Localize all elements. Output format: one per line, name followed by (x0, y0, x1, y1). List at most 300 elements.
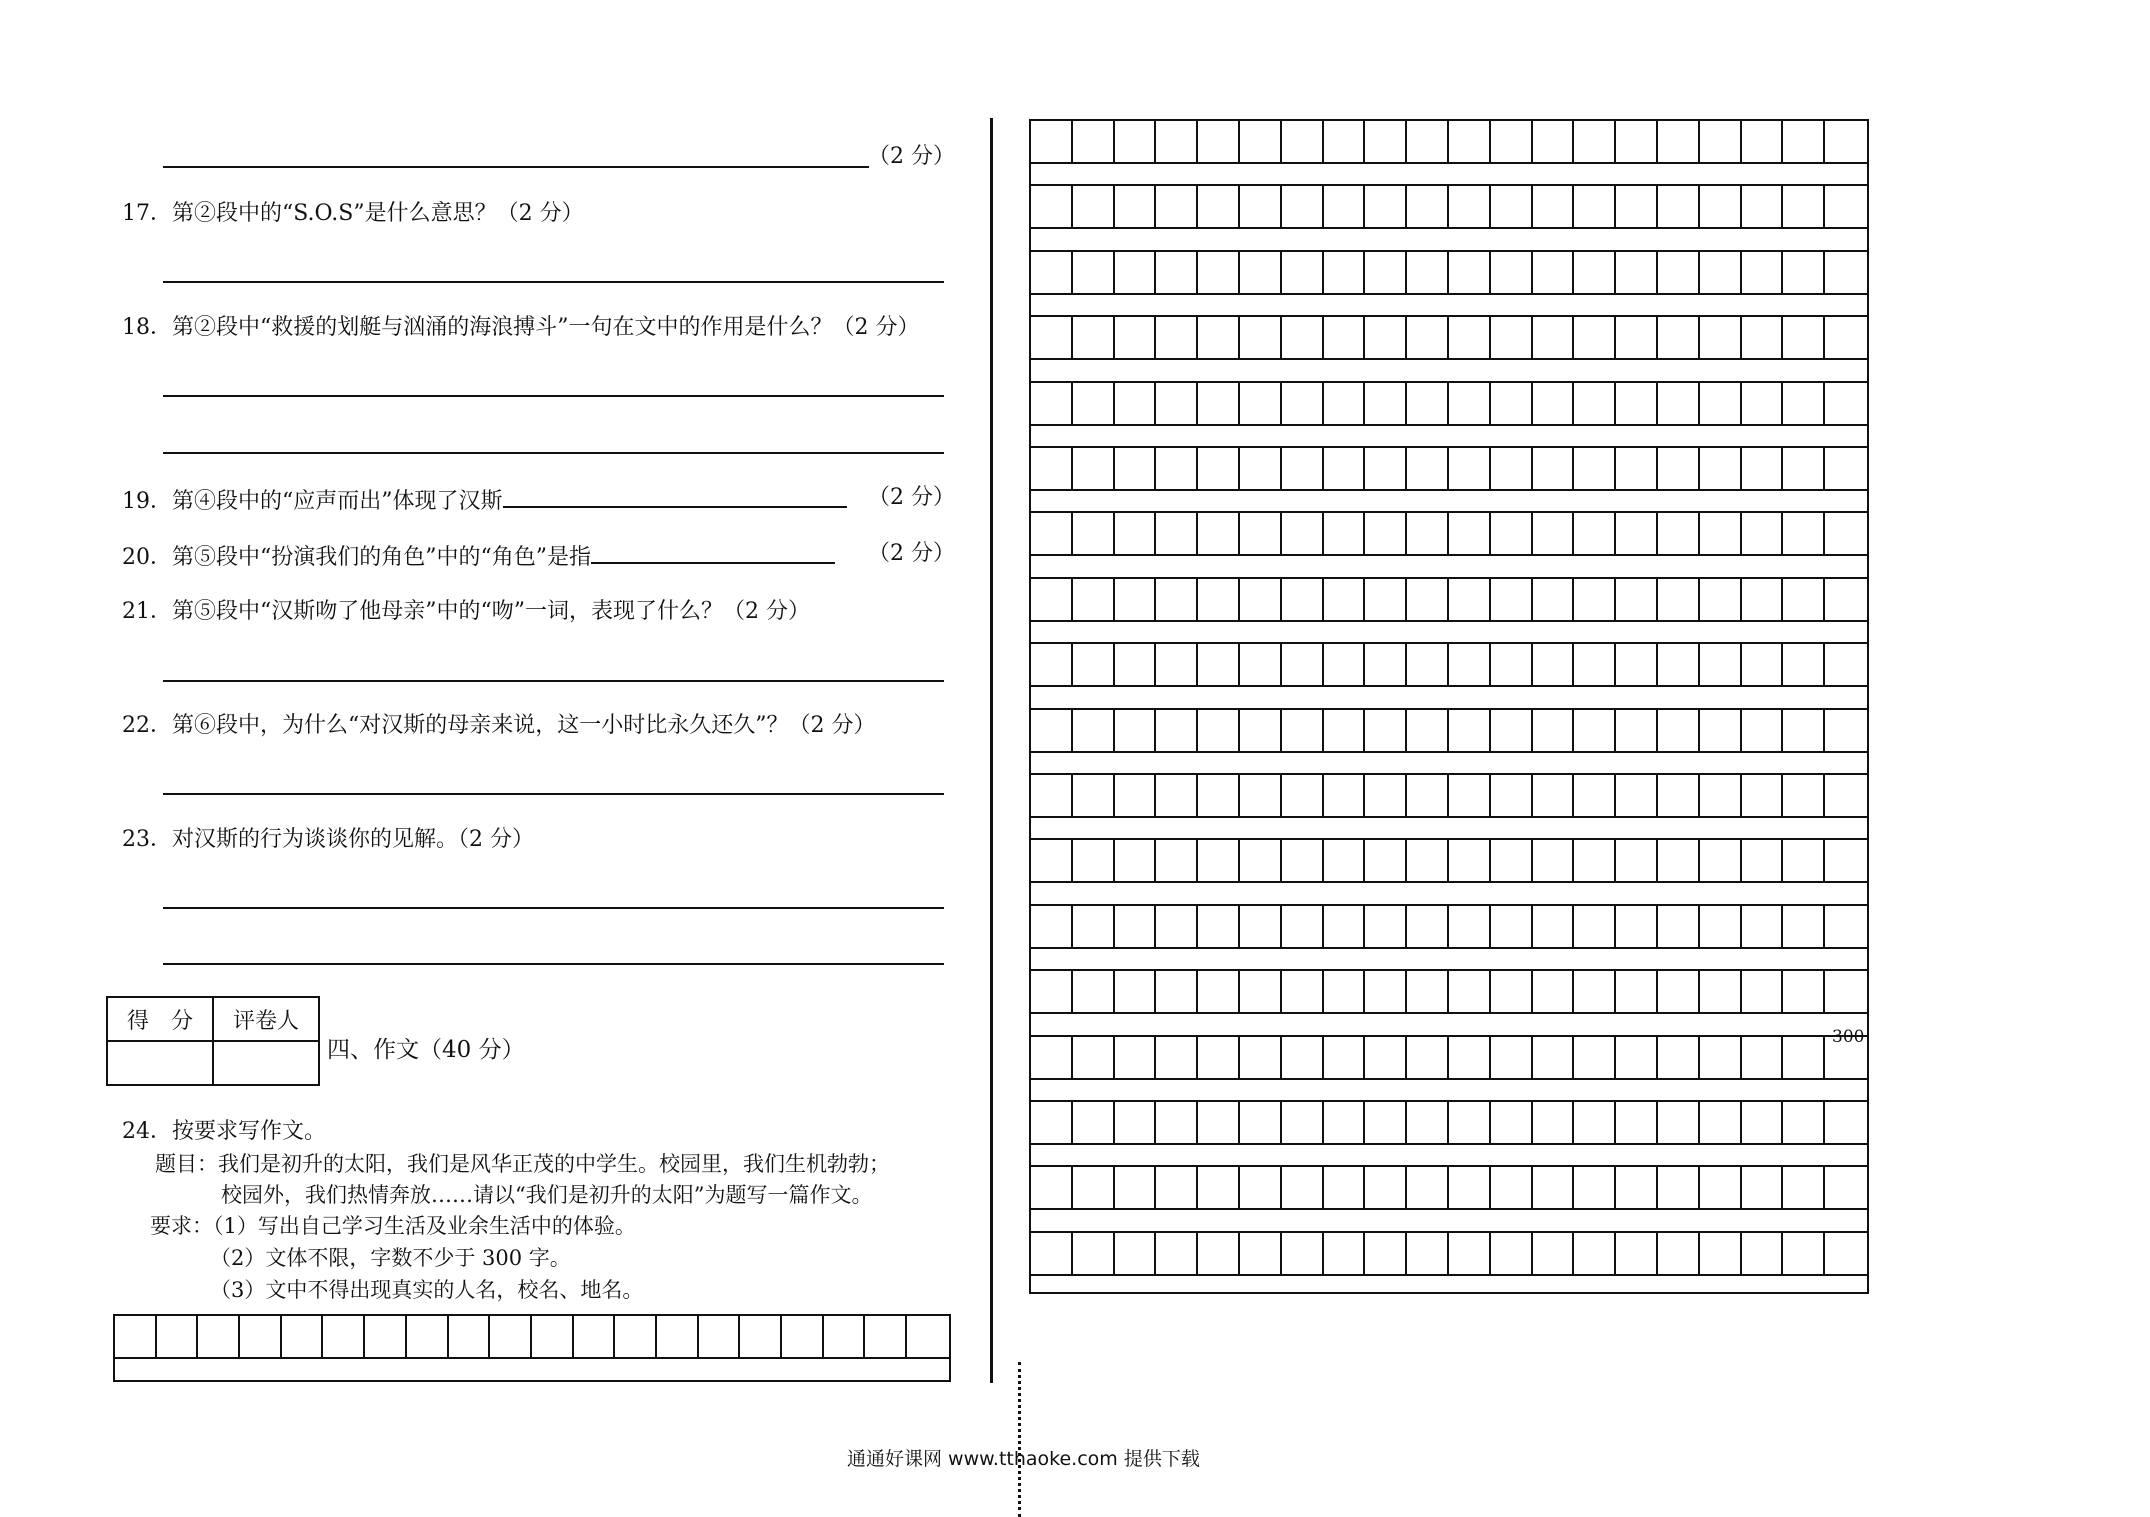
grid-cell[interactable] (1700, 315, 1742, 360)
grid-cell[interactable] (1616, 577, 1658, 622)
grid-cell[interactable] (1031, 642, 1073, 687)
grid-cell[interactable] (1574, 1100, 1616, 1145)
grid-cell[interactable] (1115, 642, 1157, 687)
grid-cell[interactable] (1324, 381, 1366, 426)
grid-cell[interactable] (1198, 1231, 1240, 1276)
essay-grid-left[interactable] (113, 1314, 951, 1382)
grid-cell[interactable] (1491, 1165, 1533, 1210)
grid-cell[interactable] (1574, 381, 1616, 426)
grid-cell[interactable] (1783, 1165, 1825, 1210)
grid-cell[interactable] (1198, 119, 1240, 164)
grid-cell[interactable] (1491, 184, 1533, 229)
grid-cell[interactable] (1324, 904, 1366, 949)
grid-cell[interactable] (1783, 381, 1825, 426)
grid-cell[interactable] (1616, 119, 1658, 164)
grid-cell[interactable] (1742, 315, 1784, 360)
grid-cell[interactable] (282, 1314, 324, 1359)
grid-cell[interactable] (1115, 250, 1157, 295)
grid-cell[interactable] (1783, 315, 1825, 360)
grid-cell[interactable] (1115, 1231, 1157, 1276)
grid-cell[interactable] (1616, 1035, 1658, 1080)
grid-cell[interactable] (1282, 1231, 1324, 1276)
grid-cell[interactable] (323, 1314, 365, 1359)
grid-cell[interactable] (1073, 184, 1115, 229)
grid-cell[interactable] (1574, 511, 1616, 556)
essay-grid-right[interactable] (1029, 119, 1869, 1294)
grid-cell[interactable] (1031, 1165, 1073, 1210)
grid-cell[interactable] (1031, 381, 1073, 426)
grid-cell[interactable] (1700, 1231, 1742, 1276)
grid-cell[interactable] (1825, 904, 1867, 949)
grid-cell[interactable] (1658, 838, 1700, 883)
grid-cell[interactable] (1031, 511, 1073, 556)
grid-cell[interactable] (1783, 250, 1825, 295)
grid-cell[interactable] (1533, 446, 1575, 491)
grid-cell[interactable] (115, 1314, 157, 1359)
grid-cell[interactable] (1658, 1035, 1700, 1080)
grid-cell[interactable] (1198, 904, 1240, 949)
grid-cell[interactable] (1156, 184, 1198, 229)
grid-cell[interactable] (1156, 1035, 1198, 1080)
grid-cell[interactable] (1365, 904, 1407, 949)
grid-cell[interactable] (1324, 446, 1366, 491)
grid-cell[interactable] (1282, 642, 1324, 687)
grid-cell[interactable] (1616, 511, 1658, 556)
grid-cell[interactable] (1407, 838, 1449, 883)
grid-cell[interactable] (1825, 642, 1867, 687)
grid-cell[interactable] (1073, 904, 1115, 949)
grid-cell[interactable] (1073, 1100, 1115, 1145)
grid-cell[interactable] (1700, 1035, 1742, 1080)
grid-cell[interactable] (1742, 904, 1784, 949)
grid-cell[interactable] (1365, 119, 1407, 164)
grid-cell[interactable] (1156, 773, 1198, 818)
grid-cell[interactable] (1700, 838, 1742, 883)
grid-cell[interactable] (1742, 381, 1784, 426)
answer-line-18b[interactable] (163, 452, 944, 454)
grid-cell[interactable] (1616, 969, 1658, 1014)
grid-cell[interactable] (1742, 1231, 1784, 1276)
grid-cell[interactable] (1156, 250, 1198, 295)
grid-cell[interactable] (1533, 1035, 1575, 1080)
grid-cell[interactable] (1407, 381, 1449, 426)
grid-cell[interactable] (1491, 838, 1533, 883)
grid-cell[interactable] (1240, 446, 1282, 491)
grid-cell[interactable] (1407, 1231, 1449, 1276)
grid-cell[interactable] (1449, 1035, 1491, 1080)
grid-cell[interactable] (1240, 315, 1282, 360)
grid-cell[interactable] (1407, 119, 1449, 164)
grid-cell[interactable] (1407, 511, 1449, 556)
grid-cell[interactable] (1491, 642, 1533, 687)
grid-cell[interactable] (1156, 511, 1198, 556)
grid-cell[interactable] (1533, 1100, 1575, 1145)
grid-cell[interactable] (1449, 119, 1491, 164)
grid-cell[interactable] (1616, 838, 1658, 883)
grid-cell[interactable] (1658, 708, 1700, 753)
grid-cell[interactable] (1282, 315, 1324, 360)
grid-cell[interactable] (1783, 511, 1825, 556)
grid-cell[interactable] (1324, 1231, 1366, 1276)
grid-cell[interactable] (1156, 708, 1198, 753)
grid-cell[interactable] (1240, 250, 1282, 295)
grid-cell[interactable] (1031, 1035, 1073, 1080)
grid-cell[interactable] (240, 1314, 282, 1359)
grid-cell[interactable] (782, 1314, 824, 1359)
grid-cell[interactable] (1282, 773, 1324, 818)
grid-cell[interactable] (1700, 577, 1742, 622)
grid-cell[interactable] (1198, 708, 1240, 753)
grid-cell[interactable] (1491, 904, 1533, 949)
grid-cell[interactable] (1783, 577, 1825, 622)
grid-cell[interactable] (1616, 1165, 1658, 1210)
grid-cell[interactable] (1742, 708, 1784, 753)
grid-cell[interactable] (1449, 446, 1491, 491)
grid-cell[interactable] (1407, 708, 1449, 753)
answer-line-21[interactable] (163, 680, 944, 682)
grid-cell[interactable] (1324, 1165, 1366, 1210)
grid-cell[interactable] (1240, 1035, 1282, 1080)
grid-cell[interactable] (1156, 642, 1198, 687)
grid-cell[interactable] (1240, 773, 1282, 818)
grid-cell[interactable] (1742, 969, 1784, 1014)
grid-cell[interactable] (1324, 119, 1366, 164)
grid-cell[interactable] (1031, 1231, 1073, 1276)
grid-cell[interactable] (449, 1314, 491, 1359)
grid-cell[interactable] (1031, 577, 1073, 622)
grid-cell[interactable] (1825, 381, 1867, 426)
grid-cell[interactable] (1491, 773, 1533, 818)
grid-cell[interactable] (1491, 1100, 1533, 1145)
grid-cell[interactable] (1282, 1165, 1324, 1210)
grid-cell[interactable] (1658, 773, 1700, 818)
grid-cell[interactable] (1742, 1100, 1784, 1145)
grid-cell[interactable] (1198, 250, 1240, 295)
grid-cell[interactable] (1156, 969, 1198, 1014)
grid-cell[interactable] (1742, 838, 1784, 883)
grid-cell[interactable] (1324, 708, 1366, 753)
grid-cell[interactable] (1449, 904, 1491, 949)
grid-cell[interactable] (1574, 708, 1616, 753)
grid-cell[interactable] (1825, 511, 1867, 556)
grid-cell[interactable] (1742, 250, 1784, 295)
grid-cell[interactable] (615, 1314, 657, 1359)
grid-cell[interactable] (1031, 446, 1073, 491)
grid-cell[interactable] (1700, 119, 1742, 164)
grid-cell[interactable] (1574, 577, 1616, 622)
grid-cell[interactable] (1700, 446, 1742, 491)
grid-cell[interactable] (1742, 642, 1784, 687)
grid-cell[interactable] (1031, 119, 1073, 164)
grid-cell[interactable] (1240, 184, 1282, 229)
grid-cell[interactable] (1825, 446, 1867, 491)
grid-cell[interactable] (1282, 708, 1324, 753)
answer-line-22[interactable] (163, 793, 944, 795)
grid-cell[interactable] (1783, 119, 1825, 164)
grid-cell[interactable] (1825, 838, 1867, 883)
score-cell[interactable] (107, 1041, 213, 1085)
grid-cell[interactable] (1240, 642, 1282, 687)
grid-cell[interactable] (1742, 184, 1784, 229)
grid-cell[interactable] (1407, 446, 1449, 491)
grid-cell[interactable] (1616, 773, 1658, 818)
grid-cell[interactable] (1700, 381, 1742, 426)
grid-cell[interactable] (1073, 773, 1115, 818)
grid-cell[interactable] (1700, 1100, 1742, 1145)
grid-cell[interactable] (574, 1314, 616, 1359)
grid-cell[interactable] (1533, 1165, 1575, 1210)
grid-cell[interactable] (1324, 315, 1366, 360)
grid-cell[interactable] (1282, 250, 1324, 295)
grid-cell[interactable] (1533, 184, 1575, 229)
grid-cell[interactable] (1115, 904, 1157, 949)
grid-cell[interactable] (1407, 250, 1449, 295)
grid-cell[interactable] (1449, 315, 1491, 360)
grid-cell[interactable] (1533, 642, 1575, 687)
grid-cell[interactable] (1073, 1035, 1115, 1080)
grid-cell[interactable] (1825, 315, 1867, 360)
grid-cell[interactable] (532, 1314, 574, 1359)
grid-cell[interactable] (1616, 184, 1658, 229)
grid-cell[interactable] (1783, 642, 1825, 687)
grid-cell[interactable] (1533, 708, 1575, 753)
grid-cell[interactable] (1324, 184, 1366, 229)
grid-cell[interactable] (1115, 1035, 1157, 1080)
grid-cell[interactable] (1658, 315, 1700, 360)
answer-blank-20[interactable] (591, 540, 835, 564)
grid-cell[interactable] (1449, 708, 1491, 753)
grid-cell[interactable] (1324, 511, 1366, 556)
grid-cell[interactable] (1031, 708, 1073, 753)
grid-cell[interactable] (1533, 511, 1575, 556)
grid-cell[interactable] (1658, 184, 1700, 229)
grid-cell[interactable] (1365, 184, 1407, 229)
grid-cell[interactable] (1031, 969, 1073, 1014)
grid-cell[interactable] (1115, 381, 1157, 426)
grid-cell[interactable] (1491, 250, 1533, 295)
grid-cell[interactable] (1115, 577, 1157, 622)
grid-cell[interactable] (1783, 184, 1825, 229)
grid-cell[interactable] (1407, 1035, 1449, 1080)
grid-cell[interactable] (1407, 315, 1449, 360)
grid-cell[interactable] (1282, 381, 1324, 426)
grid-cell[interactable] (1449, 838, 1491, 883)
grid-cell[interactable] (1198, 838, 1240, 883)
grid-cell[interactable] (1240, 119, 1282, 164)
grid-cell[interactable] (1574, 184, 1616, 229)
grid-cell[interactable] (1240, 577, 1282, 622)
grid-cell[interactable] (1825, 250, 1867, 295)
grid-cell[interactable] (1324, 1035, 1366, 1080)
grid-cell[interactable] (1491, 511, 1533, 556)
grid-cell[interactable] (1783, 1035, 1825, 1080)
grid-cell[interactable] (1282, 184, 1324, 229)
answer-line-23a[interactable] (163, 907, 944, 909)
grid-cell[interactable] (1742, 577, 1784, 622)
grid-cell[interactable] (1115, 315, 1157, 360)
grid-cell[interactable] (1156, 1100, 1198, 1145)
grid-cell[interactable] (1574, 315, 1616, 360)
grid-cell[interactable] (1533, 904, 1575, 949)
grid-cell[interactable] (1574, 838, 1616, 883)
grid-cell[interactable] (1491, 446, 1533, 491)
grid-cell[interactable] (1449, 1231, 1491, 1276)
grid-cell[interactable] (1115, 511, 1157, 556)
grid-cell[interactable] (1783, 969, 1825, 1014)
grid-cell[interactable] (1365, 577, 1407, 622)
grid-cell[interactable] (1783, 1231, 1825, 1276)
grid-cell[interactable] (1407, 642, 1449, 687)
grid-cell[interactable] (1616, 1100, 1658, 1145)
grid-cell[interactable] (1198, 1100, 1240, 1145)
grid-cell[interactable] (1073, 1165, 1115, 1210)
grid-cell[interactable] (1365, 446, 1407, 491)
grid-cell[interactable] (1031, 904, 1073, 949)
grid-cell[interactable] (1574, 1035, 1616, 1080)
grid-cell[interactable] (1365, 1035, 1407, 1080)
grid-cell[interactable] (1825, 1231, 1867, 1276)
grid-cell[interactable] (1491, 708, 1533, 753)
grid-cell[interactable] (1324, 1100, 1366, 1145)
grid-cell[interactable] (1449, 969, 1491, 1014)
grid-cell[interactable] (1449, 184, 1491, 229)
grid-cell[interactable] (1365, 708, 1407, 753)
grid-cell[interactable] (1783, 708, 1825, 753)
grid-cell[interactable] (1407, 904, 1449, 949)
grid-cell[interactable] (1616, 381, 1658, 426)
grid-cell[interactable] (1491, 577, 1533, 622)
grid-cell[interactable] (1365, 642, 1407, 687)
grid-cell[interactable] (1407, 773, 1449, 818)
grid-cell[interactable] (1198, 1035, 1240, 1080)
grid-cell[interactable] (1783, 773, 1825, 818)
grid-cell[interactable] (1449, 577, 1491, 622)
grid-cell[interactable] (1700, 1165, 1742, 1210)
grid-cell[interactable] (1240, 904, 1282, 949)
grid-cell[interactable] (1365, 315, 1407, 360)
grid-cell[interactable] (1156, 904, 1198, 949)
grid-cell[interactable] (1574, 250, 1616, 295)
grid-cell[interactable] (1783, 904, 1825, 949)
grid-cell[interactable] (1115, 708, 1157, 753)
grid-cell[interactable] (1240, 1165, 1282, 1210)
grid-cell[interactable] (490, 1314, 532, 1359)
grid-cell[interactable] (1240, 838, 1282, 883)
grid-cell[interactable] (1198, 315, 1240, 360)
grid-cell[interactable] (1073, 446, 1115, 491)
grid-cell[interactable] (1574, 119, 1616, 164)
grid-cell[interactable] (1282, 904, 1324, 949)
grid-cell[interactable] (1073, 642, 1115, 687)
grid-cell[interactable] (1031, 315, 1073, 360)
grid-cell[interactable] (1073, 708, 1115, 753)
grid-cell[interactable] (1533, 250, 1575, 295)
grid-cell[interactable] (1658, 577, 1700, 622)
grid-cell[interactable] (1073, 315, 1115, 360)
grid-cell[interactable] (1491, 1231, 1533, 1276)
grid-cell[interactable] (1449, 1100, 1491, 1145)
grid-cell[interactable] (1449, 642, 1491, 687)
grid-cell[interactable] (1365, 511, 1407, 556)
grid-cell[interactable] (1700, 184, 1742, 229)
grid-cell[interactable] (1282, 838, 1324, 883)
grid-cell[interactable] (1156, 315, 1198, 360)
grid-cell[interactable] (1073, 381, 1115, 426)
grid-cell[interactable] (1407, 969, 1449, 1014)
grid-cell[interactable] (1742, 1165, 1784, 1210)
grid-cell[interactable] (1240, 708, 1282, 753)
grid-cell[interactable] (1282, 969, 1324, 1014)
grid-cell[interactable] (1198, 773, 1240, 818)
grid-cell[interactable] (1491, 119, 1533, 164)
grid-cell[interactable] (1365, 1100, 1407, 1145)
grid-cell[interactable] (1825, 184, 1867, 229)
grid-cell[interactable] (1533, 577, 1575, 622)
grid-cell[interactable] (1282, 511, 1324, 556)
answer-line-17[interactable] (163, 281, 944, 283)
grid-cell[interactable] (1031, 838, 1073, 883)
grid-cell[interactable] (1324, 250, 1366, 295)
grid-cell[interactable] (1031, 250, 1073, 295)
grid-cell[interactable] (1115, 446, 1157, 491)
grid-cell[interactable] (699, 1314, 741, 1359)
grid-cell[interactable] (1156, 1165, 1198, 1210)
grid-cell[interactable] (1198, 381, 1240, 426)
grid-cell[interactable] (1156, 381, 1198, 426)
grid-cell[interactable] (740, 1314, 782, 1359)
grid-cell[interactable] (1533, 381, 1575, 426)
grid-cell[interactable] (1491, 969, 1533, 1014)
grid-cell[interactable] (1115, 119, 1157, 164)
grid-cell[interactable] (1658, 381, 1700, 426)
grid-cell[interactable] (1073, 250, 1115, 295)
grid-cell[interactable] (1156, 119, 1198, 164)
grid-cell[interactable] (1365, 381, 1407, 426)
grid-cell[interactable] (1031, 773, 1073, 818)
grid-cell[interactable] (1198, 184, 1240, 229)
grid-cell[interactable] (1574, 773, 1616, 818)
grid-cell[interactable] (1616, 708, 1658, 753)
grid-cell[interactable] (1240, 969, 1282, 1014)
grid-cell[interactable] (1282, 119, 1324, 164)
grid-cell[interactable] (1240, 381, 1282, 426)
answer-line-23b[interactable] (163, 963, 944, 965)
grid-cell[interactable] (1616, 446, 1658, 491)
grid-cell[interactable] (1073, 838, 1115, 883)
grid-cell[interactable] (1198, 969, 1240, 1014)
grid-cell[interactable] (1156, 838, 1198, 883)
grid-cell[interactable] (1282, 1100, 1324, 1145)
grid-cell[interactable] (1324, 969, 1366, 1014)
grid-cell[interactable] (157, 1314, 199, 1359)
grid-cell[interactable] (1700, 642, 1742, 687)
grid-cell[interactable] (1115, 1100, 1157, 1145)
grid-cell[interactable] (1282, 1035, 1324, 1080)
grid-cell[interactable] (1742, 119, 1784, 164)
grid-cell[interactable] (1073, 119, 1115, 164)
grid-cell[interactable] (1700, 708, 1742, 753)
grid-cell[interactable] (1533, 838, 1575, 883)
grid-cell[interactable] (1616, 250, 1658, 295)
grid-cell[interactable] (1658, 969, 1700, 1014)
grid-cell[interactable] (1700, 969, 1742, 1014)
grid-cell[interactable] (1700, 511, 1742, 556)
grid-cell[interactable] (1783, 1100, 1825, 1145)
grid-cell[interactable] (1742, 446, 1784, 491)
grid-cell[interactable] (407, 1314, 449, 1359)
grid-cell[interactable] (1700, 250, 1742, 295)
grid-cell[interactable] (1574, 642, 1616, 687)
